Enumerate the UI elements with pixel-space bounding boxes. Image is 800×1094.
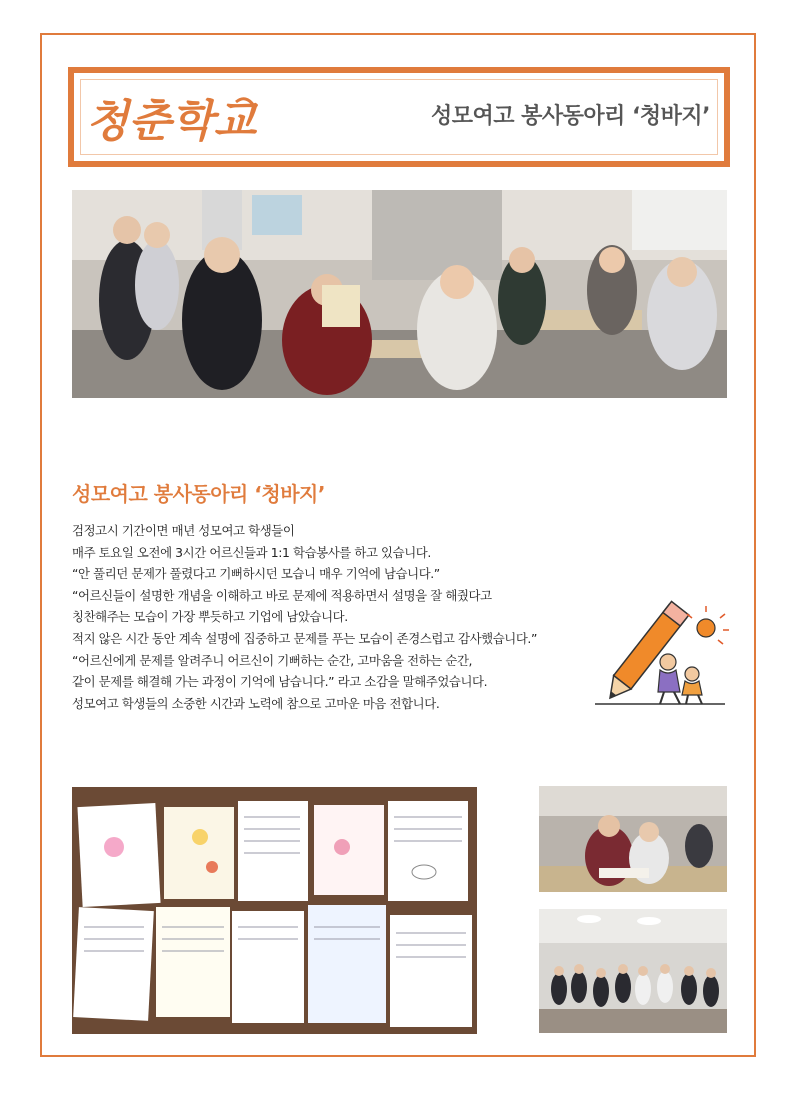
body-line: 칭찬해주는 모습이 가장 뿌듯하고 기업에 남았습니다. [72,609,348,625]
header-title: 성모여고 봉사동아리 ‘청바지’ [430,104,710,129]
body-line: 적지 않은 시간 동안 계속 설명에 집중하고 문제를 푸는 모습이 존경스럽고 감사했습니다.” [72,630,537,646]
body-line: “어르신들이 설명한 개념을 이해하고 바로 문제에 적용하면서 설명을 잘 해줬다고 [72,587,492,603]
body-line: 매주 토요일 오전에 3시간 어르신들과 1:1 학습봉사를 하고 있습니다. [72,544,431,560]
pencil-children-illustration-icon [590,598,730,710]
section-title: 성모여고 봉사동아리 ‘청바지’ [72,482,325,506]
body-line: 성모여고 학생들의 소중한 시간과 노력에 참으로 고마운 마음 전합니다. [72,695,440,711]
body-line: 같이 문제를 해결해 가는 과정이 기억에 남습니다.” 라고 소감을 말해주었습니다. [72,674,488,690]
classroom-photo [539,909,727,1033]
body-line: “안 풀리던 문제가 풀렸다고 기뻐하시던 모습니 매우 기억에 남습니다.” [72,566,440,582]
group-photo [72,190,727,398]
logo-text: 청춘학교 [86,96,257,147]
body-line: “어르신에게 문제를 알려주니 어르신이 기뻐하는 순간, 고마움을 전하는 순간, [72,652,473,668]
tutoring-photo [539,786,727,892]
article-body [72,520,612,714]
body-line: 검정고시 기간이면 매년 성모여고 학생들이 [72,523,295,538]
letters-photo [72,787,477,1034]
logo [86,84,276,154]
